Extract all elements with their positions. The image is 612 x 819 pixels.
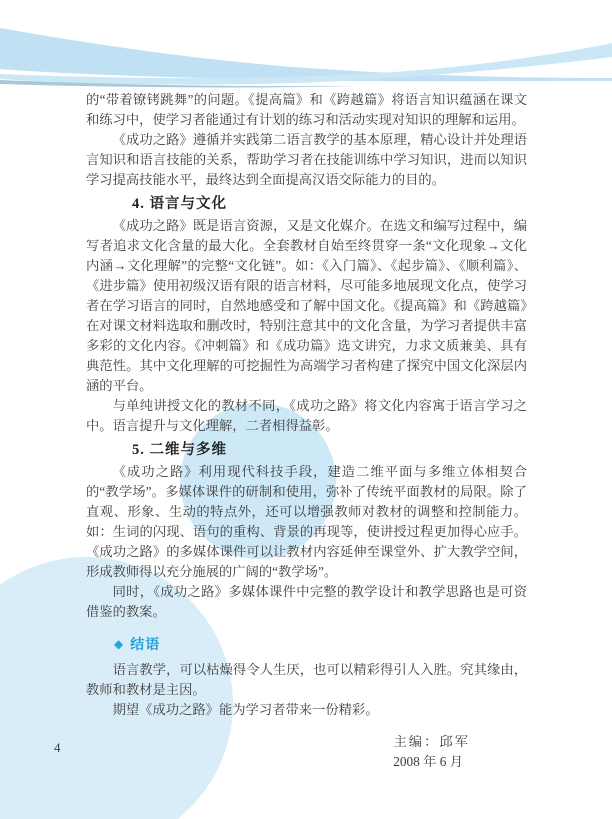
diamond-bullet-icon: ◆ [114, 637, 124, 651]
signature-block [86, 732, 527, 772]
paragraph-intro-continuation: 的“带着镣铐跳舞”的问题。《提高篇》和《跨越篇》将语言知识蕴涵在课文和练习中，使学习者能通过有计划的练习和活动实现对知识的理解和运用。 [86, 92, 527, 127]
header-swoosh-decoration [0, 0, 612, 100]
paragraph-intro-principles: 《成功之路》遵循并实践第二语言教学的基本原理，精心设计并处理语言知识和语言技能的关系，帮助学习者在技能训练中学习知识，进而以知识学习提高技能水平，最终达到全面提高汉语交际能力的目的。 [86, 132, 527, 187]
section-4-heading: 4. 语言与文化 [132, 196, 227, 212]
section-5-heading: 5. 二维与多维 [132, 442, 227, 458]
section-4-paragraph-1: 《成功之路》既是语言资源，又是文化媒介。在选文和编写过程中，编写者追求文化含量的最大化。全套教材自始至终贯穿一条“文化现象→文化内涵→文化理解”的完整“文化链”。如：《入门篇》、《起步篇》、《顺利篇》、《进步篇》使用初级汉语有限的语言材料，尽可能多地展现文化点，使学习者在学习语言的同时，自然地感受和了解中国文化。《提高篇》和《跨越篇》在对课文材料选取和删改时，特别注意其中的文化含量，为学习者提供丰富多彩的文化内容。《冲刺篇》和《成功篇》选文讲究，力求文质兼美、具有典范性。其中文化理解的可挖掘性为高端学习者构建了探究中国文化深层内涵的平台。 [86, 218, 527, 393]
page-number: 4 [54, 740, 61, 755]
conclusion-title: 结语 [130, 638, 161, 653]
editor-name: 主编：邱军 [393, 734, 470, 749]
section-5-paragraph-1: 《成功之路》利用现代科技手段，建造二维平面与多维立体相契合的“教学场”。多媒体课件的研制和使用，弥补了传统平面教材的局限。除了直观、形象、生动的特点外，还可以增强教师对教材的调整和控制能力。如：生词的闪现、语句的重构、背景的再现等，使讲授过程更加得心应手。《成功之路》的多媒体课件可以让教材内容延伸至课堂外、扩大教学空间，形成教师得以充分施展的广阔的“教学场”。 [86, 464, 527, 579]
conclusion-heading [114, 634, 527, 656]
conclusion-paragraph-2: 期望《成功之路》能为学习者带来一份精彩。 [112, 702, 379, 717]
section-5-paragraph-2: 同时，《成功之路》多媒体课件中完整的教学设计和教学思路也是可资借鉴的教案。 [86, 584, 527, 619]
conclusion-paragraph-1: 语言教学，可以枯燥得令人生厌，也可以精彩得引人入胜。究其缘由，教师和教材是主因。 [86, 662, 527, 697]
page-content [86, 90, 527, 772]
section-4-paragraph-2: 与单纯讲授文化的教材不同，《成功之路》将文化内容寓于语言学习之中。语言提升与文化理解，二者相得益彰。 [86, 398, 527, 433]
publication-date: 2008 年 6 月 [393, 754, 463, 769]
swoosh-main-band [0, 28, 612, 81]
